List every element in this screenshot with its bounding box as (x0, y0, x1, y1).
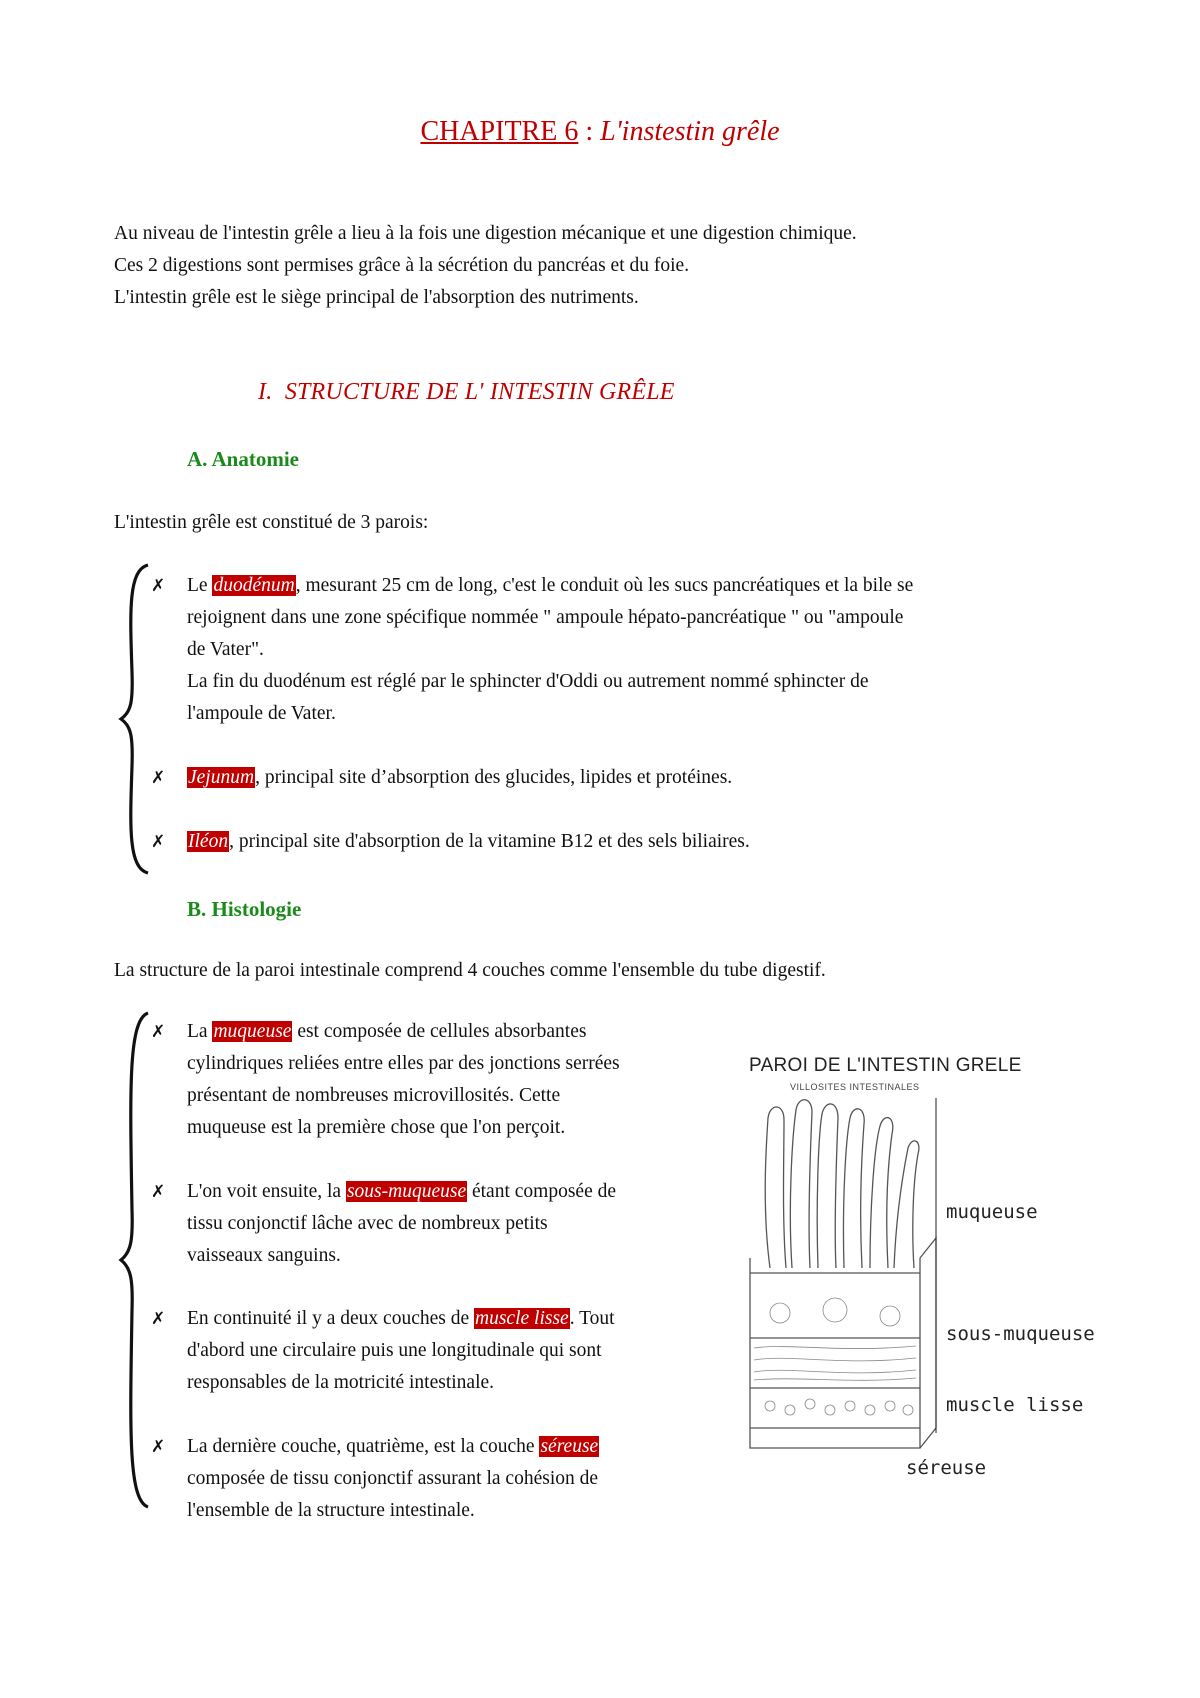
figure-label-muqueuse: muqueuse (946, 1201, 1038, 1223)
item-prefix: En continuité il y a deux couches de (187, 1308, 474, 1329)
item-text: , principal site d'absorption de la vitamine B12 et des sels biliaires. (229, 831, 750, 852)
item-text: responsables de la motricité intestinale. (187, 1372, 495, 1393)
list-item-sous-muqueuse (187, 1176, 616, 1272)
item-text: La fin du duodénum est réglé par le sphincter d'Oddi ou autrement nommé sphincter de (187, 671, 869, 692)
chapter-number: CHAPITRE 6 (420, 116, 579, 147)
list-item-sereuse (187, 1431, 599, 1527)
bullet-icon: ✗ (151, 768, 166, 787)
term-highlight: muscle lisse (475, 1308, 569, 1329)
title-separator: : (578, 116, 601, 147)
section-title-text: STRUCTURE DE L' INTESTIN GRÊLE (284, 379, 675, 405)
list-item-muscle-lisse (187, 1303, 615, 1399)
bullet-icon: ✗ (151, 1022, 166, 1041)
section-number: I. (258, 379, 273, 405)
section-heading (258, 375, 675, 409)
term-highlight: Jejunum (188, 767, 255, 788)
term-highlight: séreuse (540, 1436, 599, 1457)
anatomie-intro: L'intestin grêle est constitué de 3 parois: (114, 512, 429, 533)
item-text: composée de tissu conjonctif assurant la cohésion de (187, 1468, 599, 1489)
item-text: cylindriques reliées entre elles par des jonctions serrées (187, 1053, 620, 1074)
item-text: rejoignent dans une zone spécifique nommée " ampoule hépato-pancréatique " ou "ampoule (187, 607, 904, 628)
bullet-icon: ✗ (151, 1182, 166, 1201)
item-text: de Vater". (187, 639, 264, 660)
bullet-icon: ✗ (151, 1309, 166, 1328)
chapter-subtitle: L'instestin grêle (600, 116, 780, 147)
intro-line: L'intestin grêle est le siège principal de l'absorption des nutriments. (114, 287, 639, 308)
item-text: muqueuse est la première chose que l'on perçoit. (187, 1117, 566, 1138)
item-text: vaisseaux sanguins. (187, 1245, 341, 1266)
intro-line: Ces 2 digestions sont permises grâce à la sécrétion du pancréas et du foie. (114, 255, 690, 276)
bullet-icon: ✗ (151, 576, 166, 595)
item-prefix: La dernière couche, quatrième, est la couche (187, 1436, 540, 1457)
term-highlight: sous-muqueuse (346, 1181, 467, 1202)
item-text: , principal site d’absorption des glucides, lipides et protéines. (255, 767, 733, 788)
item-text: d'abord une circulaire puis une longitudinale qui sont (187, 1340, 602, 1361)
item-prefix: L'on voit ensuite, la (187, 1181, 346, 1202)
item-text: étant composée de (467, 1181, 617, 1202)
figure-label-sereuse: séreuse (906, 1457, 987, 1479)
subheading-histologie: B. Histologie (187, 897, 302, 921)
intestinal-wall-illustration (740, 1088, 940, 1468)
figure-subtitle: VILLOSITES INTESTINALES (790, 1082, 920, 1092)
subheading-anatomie: A. Anatomie (187, 447, 299, 471)
item-text: présentant de nombreuses microvillosités. Cette (187, 1085, 561, 1106)
bullet-icon: ✗ (151, 832, 166, 851)
item-prefix: Le (187, 575, 213, 596)
curly-brace (118, 562, 154, 876)
figure-label-sous-muqueuse: sous-muqueuse (946, 1323, 1095, 1345)
bullet-icon: ✗ (151, 1437, 166, 1456)
item-text: l'ampoule de Vater. (187, 703, 336, 724)
figure-label-muscle-lisse: muscle lisse (946, 1394, 1084, 1416)
list-item-jejunum (187, 762, 732, 794)
curly-brace (118, 1010, 154, 1510)
item-text: , mesurant 25 cm de long, c'est le conduit où les sucs pancréatiques et la bile se (295, 575, 914, 596)
term-highlight: duodénum (213, 575, 295, 596)
list-item-muqueuse (187, 1016, 620, 1144)
intro-paragraph (114, 218, 857, 314)
list-item-ileon (187, 826, 750, 858)
term-highlight: Iléon (188, 831, 229, 852)
item-text: . Tout (569, 1308, 615, 1329)
figure-title: PAROI DE L'INTESTIN GRELE (749, 1055, 1022, 1076)
list-item-duodenum (187, 570, 913, 730)
intro-line: Au niveau de l'intestin grêle a lieu à la fois une digestion mécanique et une digestion chimique. (114, 223, 857, 244)
histologie-intro: La structure de la paroi intestinale comprend 4 couches comme l'ensemble du tube digestif. (114, 960, 826, 981)
term-highlight: muqueuse (213, 1021, 292, 1042)
item-text: tissu conjonctif lâche avec de nombreux petits (187, 1213, 548, 1234)
item-text: l'ensemble de la structure intestinale. (187, 1500, 475, 1521)
item-text: est composée de cellules absorbantes (292, 1021, 587, 1042)
chapter-title (0, 112, 1200, 152)
item-prefix: La (187, 1021, 213, 1042)
